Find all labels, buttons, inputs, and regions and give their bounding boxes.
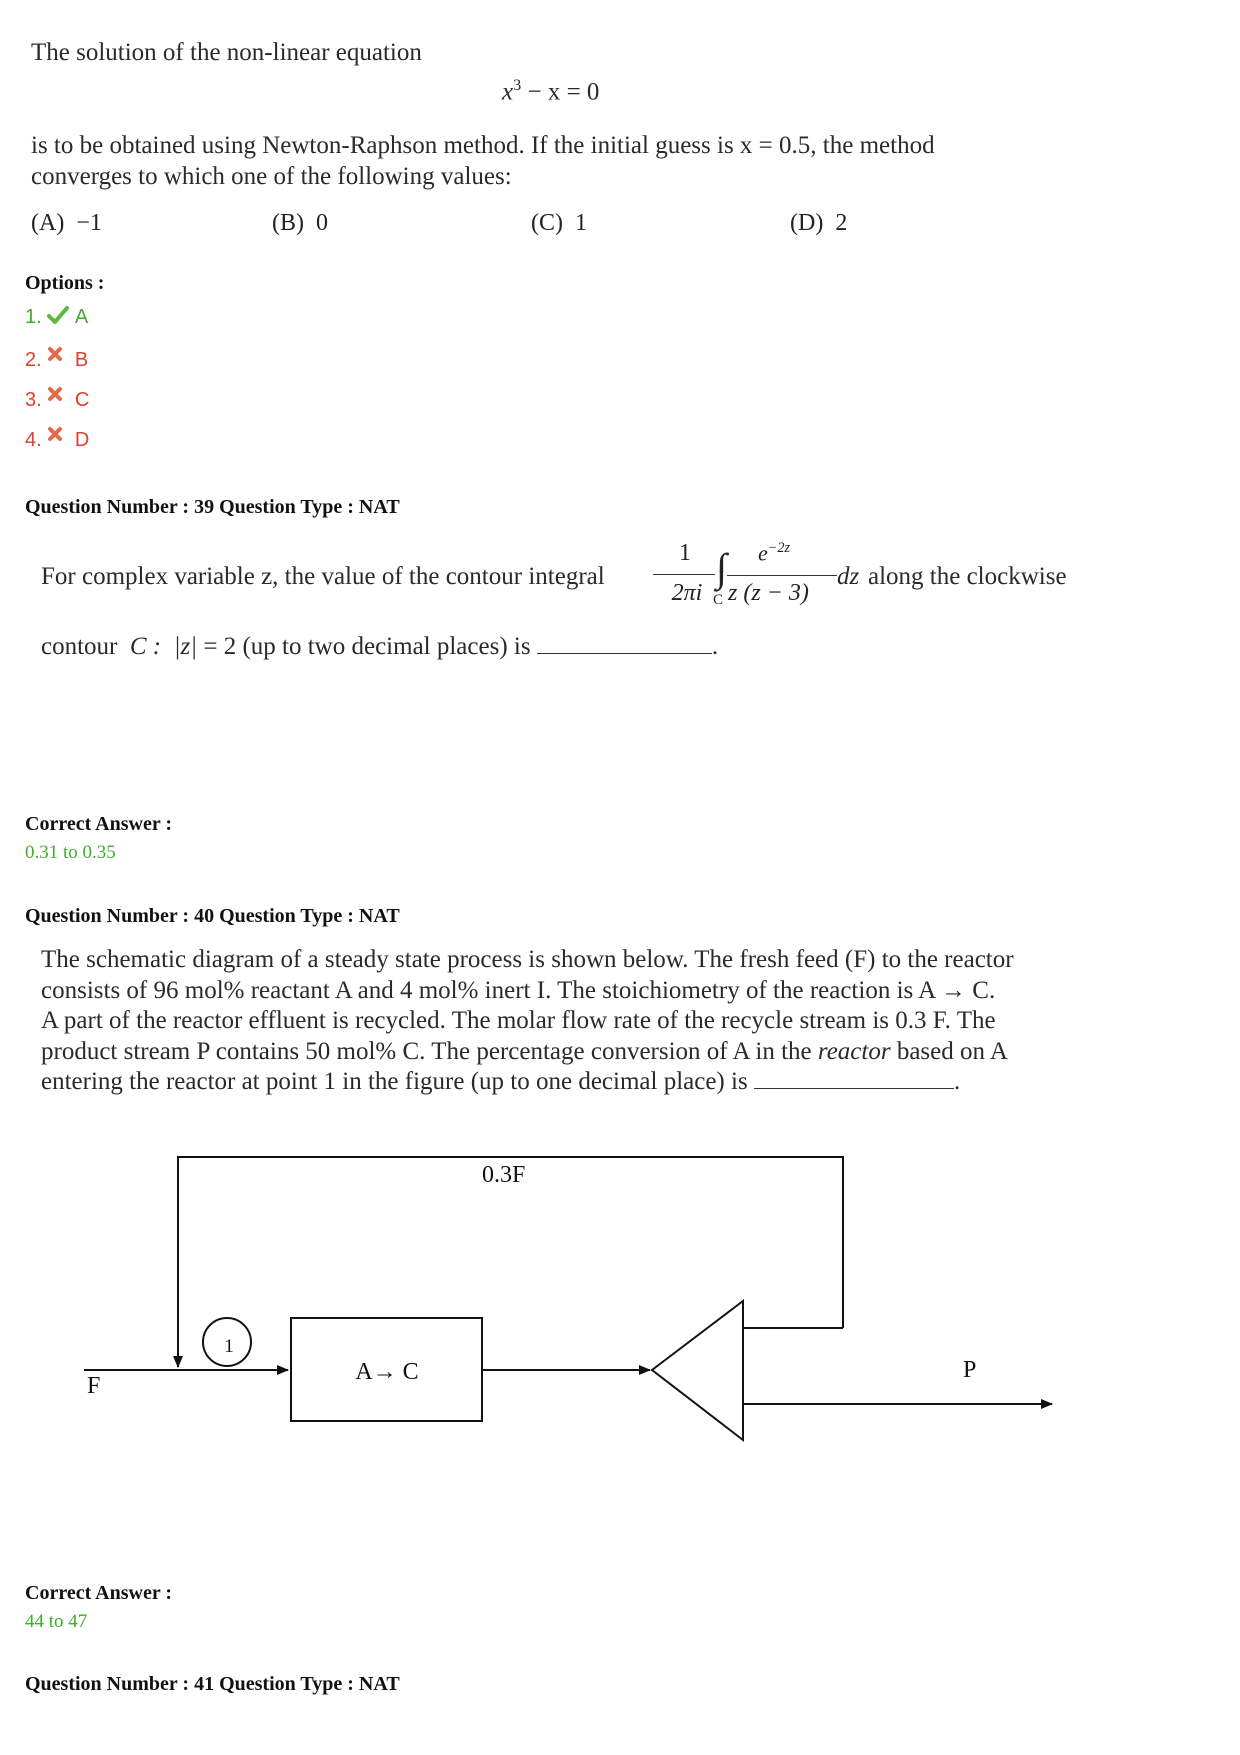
q38-choice-c: (C) 1 xyxy=(531,210,587,236)
q39-line2: contour C : |z| = 2 (up to two decimal places) is . xyxy=(41,633,719,660)
reactor-label: A→ C xyxy=(355,1359,419,1385)
feed-label: F xyxy=(87,1373,101,1399)
q38-intro: The solution of the non-linear equation xyxy=(31,39,422,66)
q40-line-1: The schematic diagram of a steady state process is shown below. The fresh feed (F) to the reactor xyxy=(41,946,1014,973)
q38-line2: converges to which one of the following values: xyxy=(31,163,512,190)
recycle-label: 0.3F xyxy=(482,1162,526,1188)
q40-answer: 44 to 47 xyxy=(25,1611,88,1632)
q41-header: Question Number : 41 Question Type : NAT xyxy=(25,1673,400,1695)
options-heading: Options : xyxy=(25,272,105,294)
option-4[interactable]: 4. D xyxy=(25,425,89,452)
q39-text-before: For complex variable z, the value of the contour integral xyxy=(41,563,605,590)
q38-equation: $x^3 - x = 0$ xyxy=(502,76,600,106)
integral-icon: ∫ xyxy=(716,545,727,590)
option-2[interactable]: 2. B xyxy=(25,345,88,372)
q38-choice-d: (D) 2 xyxy=(790,210,848,236)
q39-integrand-den: z (z − 3) xyxy=(728,580,809,606)
q40-answer-label: Correct Answer : xyxy=(25,1582,172,1604)
option-1[interactable]: 1. A xyxy=(25,305,88,331)
point-1-label: 1 xyxy=(224,1336,234,1357)
q40-line-3: A part of the reactor effluent is recycled. The molar flow rate of the recycle stream is 0.3 F. The xyxy=(41,1007,996,1034)
q38-choice-b: (B) 0 xyxy=(272,210,328,236)
q40-line-2: consists of 96 mol% reactant A and 4 mol% inert I. The stoichiometry of the reaction is A → C. xyxy=(41,977,996,1004)
q39-header: Question Number : 39 Question Type : NAT xyxy=(25,496,400,518)
q39-answer: 0.31 to 0.35 xyxy=(25,842,116,863)
q39-text-after: along the clockwise xyxy=(868,563,1067,590)
q40-line-5: entering the reactor at point 1 in the figure (up to one decimal place) is . xyxy=(41,1068,961,1095)
q39-answer-label: Correct Answer : xyxy=(25,813,172,835)
splitter xyxy=(652,1301,743,1440)
q38-choice-a: (A) −1 xyxy=(31,210,102,236)
q39-dz: dz xyxy=(837,563,860,590)
option-3[interactable]: 3. C xyxy=(25,385,89,412)
q39-frac-den: 2πi xyxy=(671,580,703,606)
q38-line1: is to be obtained using Newton-Raphson method. If the initial guess is x = 0.5, the method xyxy=(31,132,935,159)
q40-line-4: product stream P contains 50 mol% C. The percentage conversion of A in the reactor based on A xyxy=(41,1038,1008,1065)
q39-integrand-num: $e^{-2z}$ xyxy=(758,540,791,566)
product-label: P xyxy=(963,1357,977,1383)
q39-integral-sub: C xyxy=(713,592,724,608)
q40-header: Question Number : 40 Question Type : NAT xyxy=(25,905,400,927)
q39-frac-num: 1 xyxy=(679,540,691,566)
